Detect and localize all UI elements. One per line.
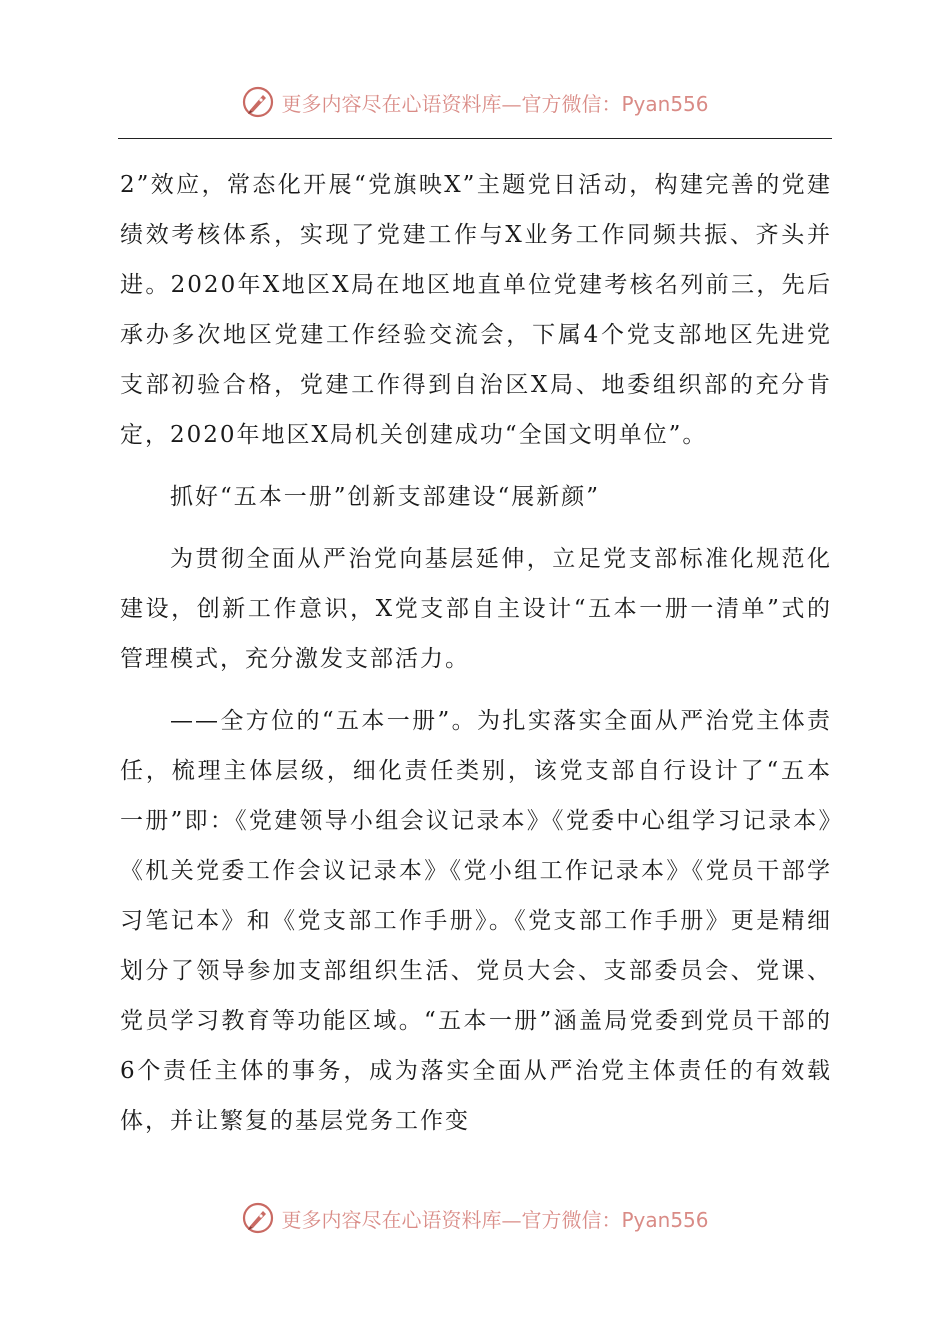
pen-nib-logo-icon (241, 1201, 275, 1235)
section-heading: 抓好“五本一册”创新支部建设“展新颜” (170, 484, 601, 510)
document-body (120, 160, 832, 1146)
watermark-text: 更多内容尽在心语资料库—官方微信：Pyan556 (281, 1207, 709, 1232)
paragraph-continuation: 2”效应，常态化开展“党旗映X”主题党日活动，构建完善的党建绩效考核体系，实现了党建工作与X业务工作同频共振、齐头并进。2020年X地区X局在地区地直单位党建考核名列前三，先后承办多次地区党建工作经验交流会，下属4个党支部地区先进党支部初验合格，党建工作得到自治区X局、地委组织部的充分肯定，2020年地区X局机关创建成功“全国文明单位”。 (120, 172, 832, 448)
header-divider (118, 138, 832, 139)
watermark-text: 更多内容尽在心语资料库—官方微信：Pyan556 (281, 91, 709, 116)
paragraph-five-books: ——全方位的“五本一册”。为扎实落实全面从严治党主体责任，梳理主体层级，细化责任类别，该党支部自行设计了“五本一册”即：《党建领导小组会议记录本》《党委中心组学习记录本》《机关党委工作会议记录本》《党小组工作记录本》《党员干部学习笔记本》和《党支部工作手册》。《党支部工作手册》更是精细划分了领导参加支部组织生活、党员大会、支部委员会、党课、党员学习教育等功能区域。“五本一册”涵盖局党委到党员干部的6个责任主体的事务，成为落实全面从严治党主体责任的有效载体，并让繁复的基层党务工作变 (120, 708, 832, 1134)
pen-nib-logo-icon (241, 85, 275, 119)
header-watermark (0, 82, 950, 122)
footer-watermark (0, 1198, 950, 1238)
paragraph-intro: 为贯彻全面从严治党向基层延伸，立足党支部标准化规范化建设，创新工作意识，X党支部自主设计“五本一册一清单”式的管理模式，充分激发支部活力。 (120, 546, 832, 672)
